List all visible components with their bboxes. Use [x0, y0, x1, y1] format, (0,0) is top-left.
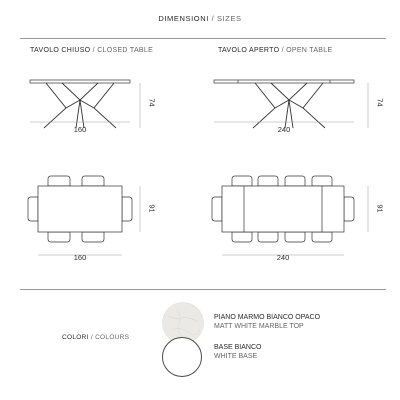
open-chair-bottom-3	[285, 232, 305, 242]
colors-label-sub: COLOURS	[95, 334, 130, 341]
white-base-name-it: BASE BIANCO	[214, 344, 262, 351]
closed-height-dim: 74	[147, 98, 157, 107]
open-chair-top-1	[232, 176, 252, 186]
closed-label-sub: CLOSED TABLE	[97, 47, 154, 54]
closed-chair-right	[122, 197, 132, 221]
closed-width-dim: 160	[73, 125, 87, 134]
closed-plan-width-dim: 160	[73, 253, 87, 262]
title-main: DIMENSIONI	[158, 14, 209, 23]
closed-chair-top-2	[82, 176, 104, 186]
open-plan-depth-dim: 91	[375, 204, 385, 213]
marble-top-name-en: MATT WHITE MARBLE TOP	[214, 323, 304, 330]
open-chair-right	[344, 197, 354, 221]
open-table-legs	[253, 83, 325, 128]
closed-table-legs	[44, 83, 116, 128]
open-width-dim: 240	[277, 125, 291, 134]
open-chair-top-3	[285, 176, 305, 186]
open-table-plan	[212, 176, 368, 255]
closed-label-sep: /	[90, 47, 98, 54]
colors-label	[62, 334, 129, 341]
colors-label-sep: /	[88, 334, 96, 341]
open-tabletop-plan	[222, 186, 344, 232]
title-sub: SIZES	[216, 14, 242, 23]
colors-divider	[20, 289, 386, 290]
closed-tabletop-side	[30, 80, 130, 83]
open-label-main: TAVOLO APERTO	[218, 47, 280, 54]
open-label-sub: OPEN TABLE	[286, 47, 333, 54]
open-chair-bottom-4	[312, 232, 332, 242]
white-base-name	[214, 343, 261, 361]
open-chair-top-4	[312, 176, 332, 186]
open-chair-left	[212, 197, 222, 221]
open-label-sep: /	[279, 47, 287, 54]
white-base-swatch	[162, 337, 202, 377]
open-height-dim: 74	[375, 98, 385, 107]
open-chair-bottom-1	[232, 232, 252, 242]
open-plan-width-dim: 240	[276, 253, 290, 262]
closed-chair-left	[28, 197, 38, 221]
white-base-name-en: WHITE BASE	[214, 353, 258, 360]
marble-top-name	[214, 313, 320, 331]
closed-table-elevation	[30, 80, 140, 128]
closed-tabletop-plan	[38, 186, 122, 232]
closed-chair-bottom-2	[82, 232, 104, 242]
open-tabletop-side	[214, 80, 354, 83]
open-table-elevation	[214, 80, 368, 128]
closed-label-main: TAVOLO CHIUSO	[30, 47, 91, 54]
marble-top-name-it: PIANO MARMO BIANCO OPACO	[214, 314, 321, 321]
colors-label-main: COLORI	[62, 334, 89, 341]
closed-plan-depth-dim: 91	[147, 204, 157, 213]
closed-table-plan	[28, 176, 140, 255]
open-chair-bottom-2	[258, 232, 278, 242]
closed-chair-top-1	[48, 176, 70, 186]
closed-chair-bottom-1	[48, 232, 70, 242]
title-sep: /	[208, 14, 217, 23]
open-chair-top-2	[258, 176, 278, 186]
